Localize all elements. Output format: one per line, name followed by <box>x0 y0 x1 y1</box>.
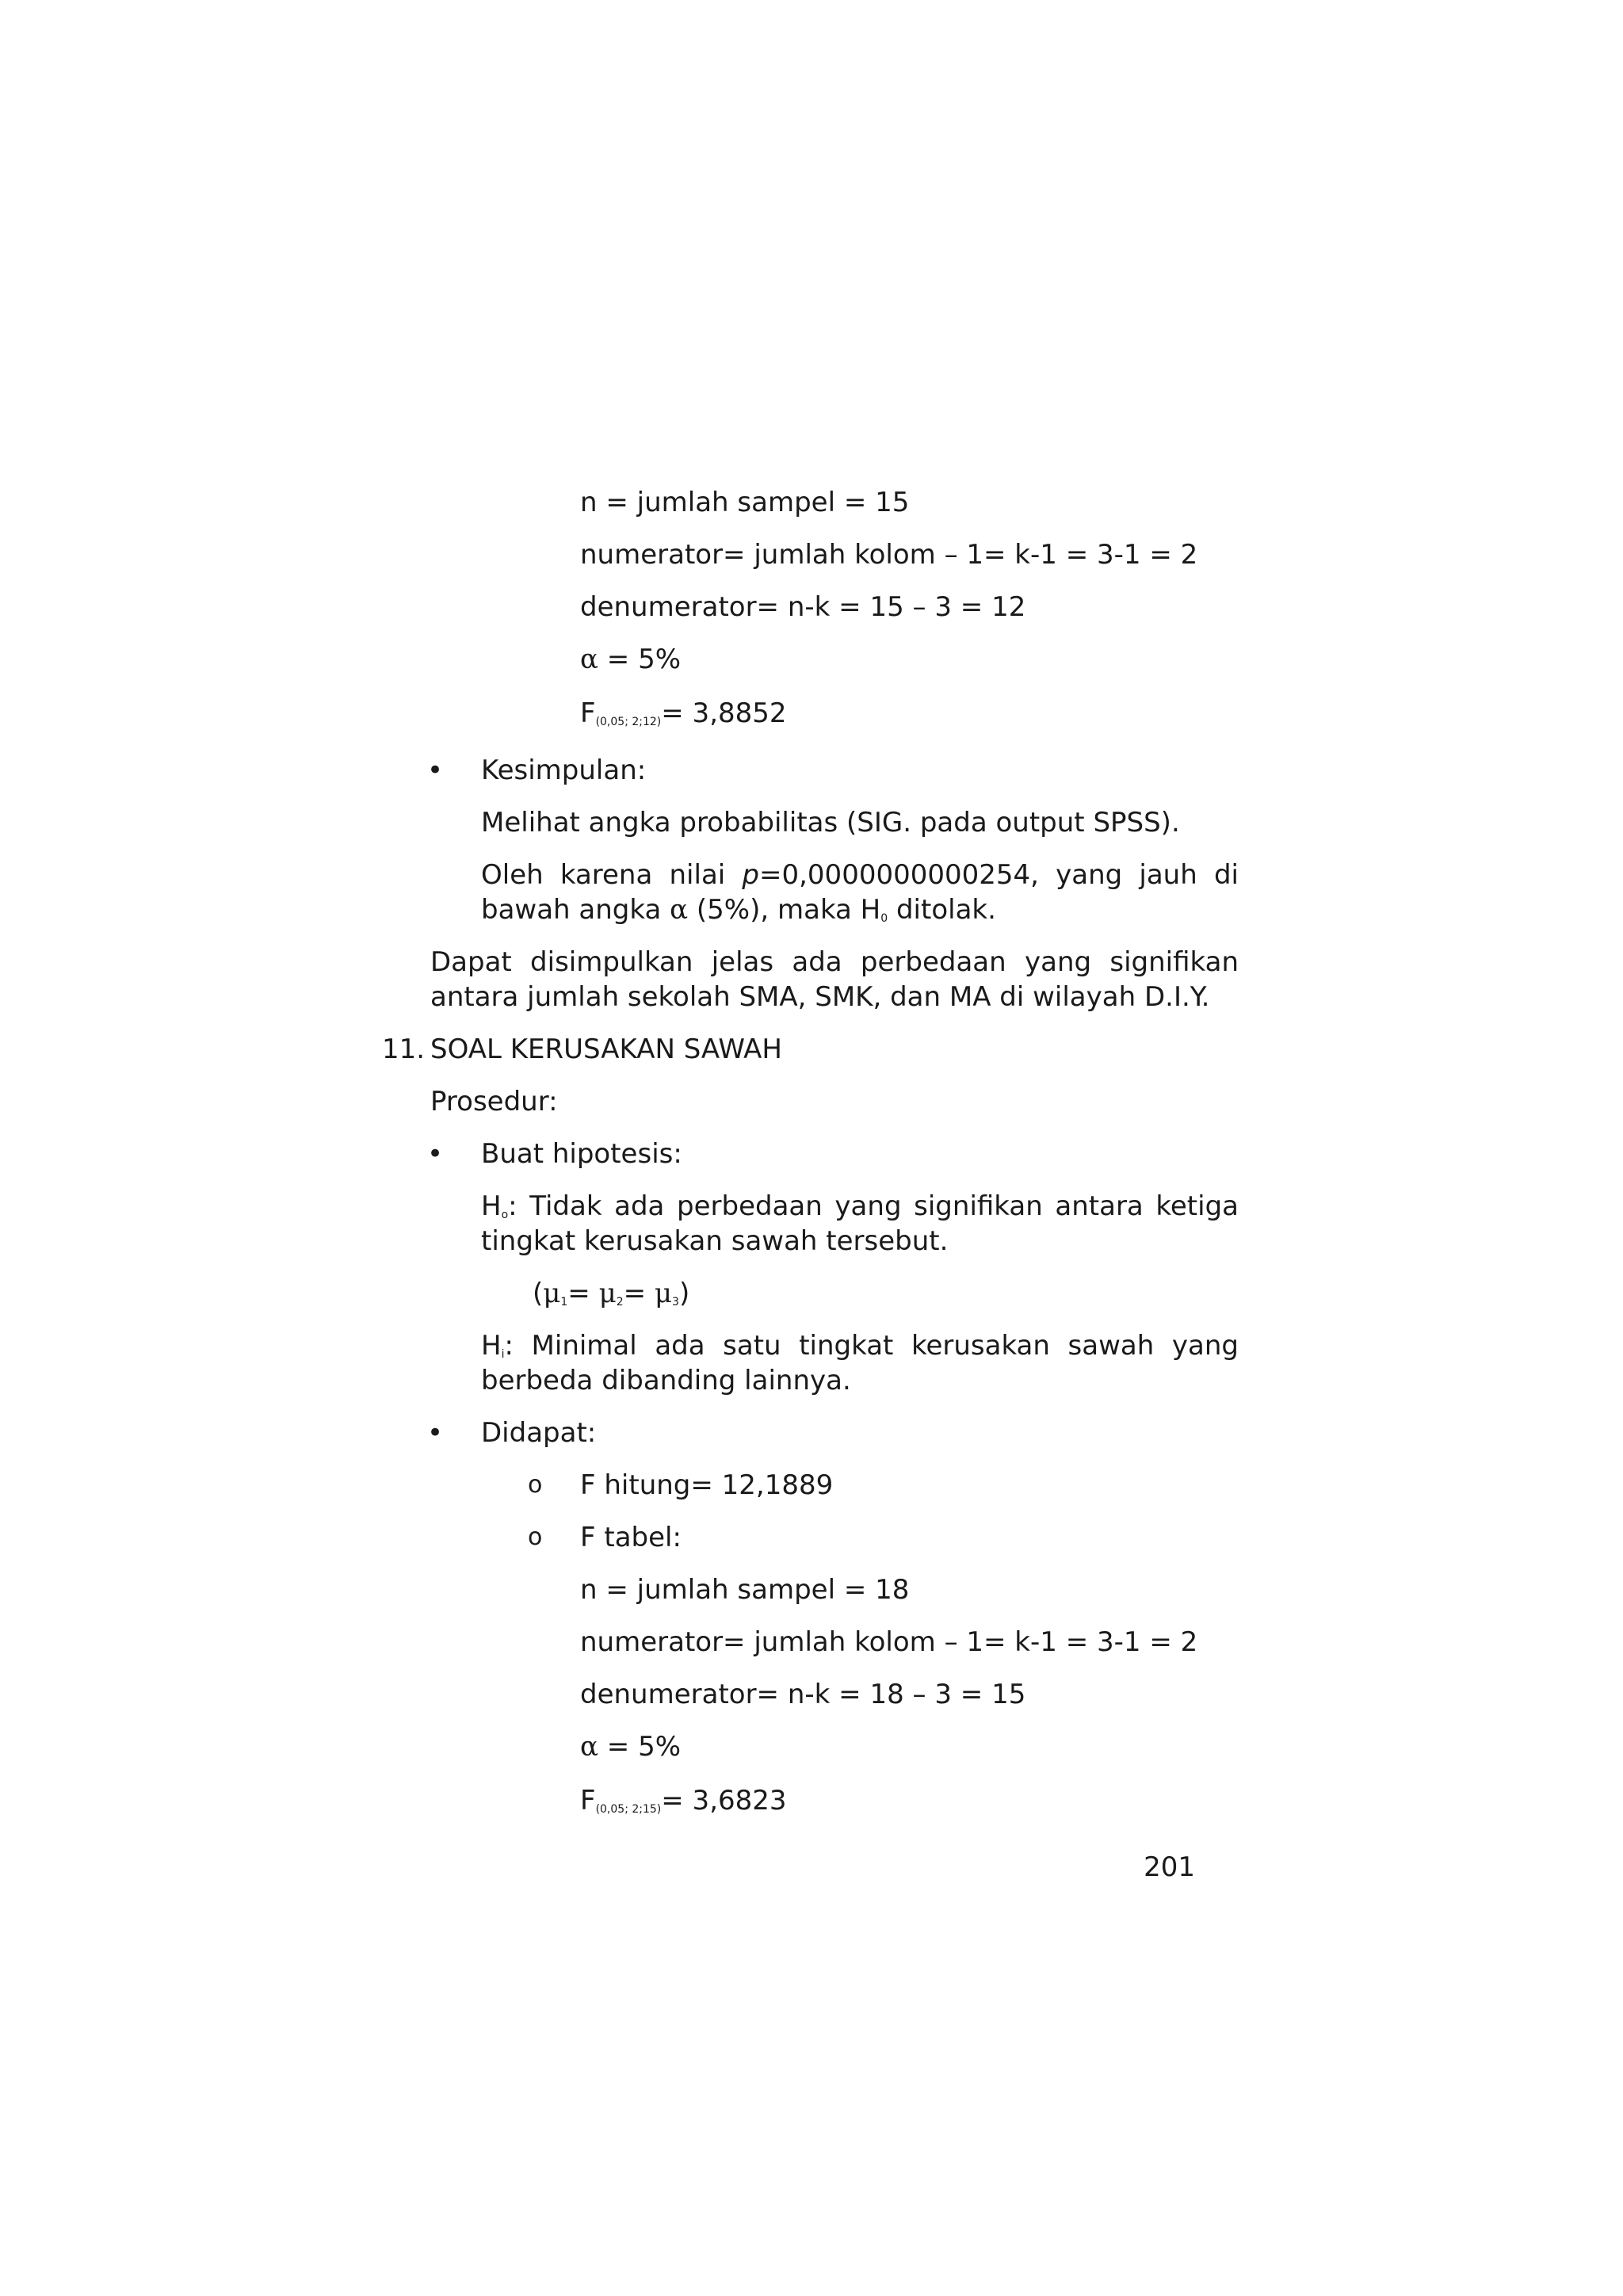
f-value: = 3,6823 <box>661 1785 787 1817</box>
mu-equation: $(\mu_1= \mu_2= \mu_3)$ <box>533 1278 690 1309</box>
block2-n: n = jumlah sampel = 18 <box>580 1574 910 1606</box>
alpha-symbol: α <box>580 644 598 675</box>
alpha-value: = 5% <box>598 1731 682 1763</box>
block2-alpha <box>580 1729 681 1764</box>
block2-numerator: numerator= jumlah kolom – 1= k-1 = 3-1 = 2 <box>580 1626 1198 1658</box>
f-subscript: (0,05; 2;15) <box>595 1803 662 1816</box>
kesimpulan-para-2: Oleh karena nilai p=0,0000000000254, yang jauh di bawah angka α (5%), maka $H_0$ ditolak. <box>481 859 1239 926</box>
alpha-symbol: α <box>580 1731 598 1763</box>
block1-denumerator: denumerator= n-k = 15 – 3 = 12 <box>580 591 1026 623</box>
block2-denumerator: denumerator= n-k = 18 – 3 = 15 <box>580 1679 1026 1710</box>
circle-bullet-f-tabel: o <box>528 1523 543 1551</box>
block1-numerator: numerator= jumlah kolom – 1= k-1 = 3-1 = 2 <box>580 539 1198 571</box>
block1-n: n = jumlah sampel = 15 <box>580 487 910 518</box>
prosedur-label: Prosedur: <box>430 1086 558 1117</box>
f-value: = 3,8852 <box>661 697 787 729</box>
circle-bullet-f-hitung: o <box>528 1471 543 1499</box>
kesimpulan-para-1: Melihat angka probabilitas (SIG. pada output SPSS). <box>481 807 1180 839</box>
alpha-symbol: α <box>670 894 689 926</box>
bullet-kesimpulan: • <box>427 755 444 786</box>
section-title: SOAL KERUSAKAN SAWAH <box>430 1033 782 1065</box>
alpha-value: = 5% <box>598 644 682 675</box>
block1-alpha <box>580 642 681 677</box>
didapat-label: Didapat: <box>481 1417 597 1449</box>
conclusion-paragraph: Dapat disimpulkan jelas ada perbedaan yang signifikan antara jumlah sekolah SMA, SMK, dan MA di wilayah D.I.Y. <box>430 946 1239 1013</box>
hipotesis-label: Buat hipotesis: <box>481 1138 682 1170</box>
f-hitung: F hitung= 12,1889 <box>580 1469 834 1501</box>
f-tabel-label: F tabel: <box>580 1522 682 1553</box>
f-subscript: (0,05; 2;12) <box>595 716 662 728</box>
section-number: 11. <box>382 1033 426 1065</box>
f-base: F <box>580 1785 596 1817</box>
f-base: F <box>580 697 596 729</box>
h1-statement: $H_i$: Minimal ada satu tingkat kerusakan sawah yang berbeda dibanding lainnya. <box>481 1330 1239 1396</box>
h0-statement: $H_o$: Tidak ada perbedaan yang signifikan antara ketiga tingkat kerusakan sawah tersebut. <box>481 1190 1239 1257</box>
bullet-hipotesis: • <box>427 1138 444 1170</box>
block1-f-table <box>580 696 787 731</box>
page-number: 201 <box>1144 1851 1195 1883</box>
bullet-didapat: • <box>427 1417 444 1449</box>
block2-f-table <box>580 1783 787 1818</box>
p-variable: p <box>742 859 759 891</box>
kesimpulan-label: Kesimpulan: <box>481 755 647 786</box>
